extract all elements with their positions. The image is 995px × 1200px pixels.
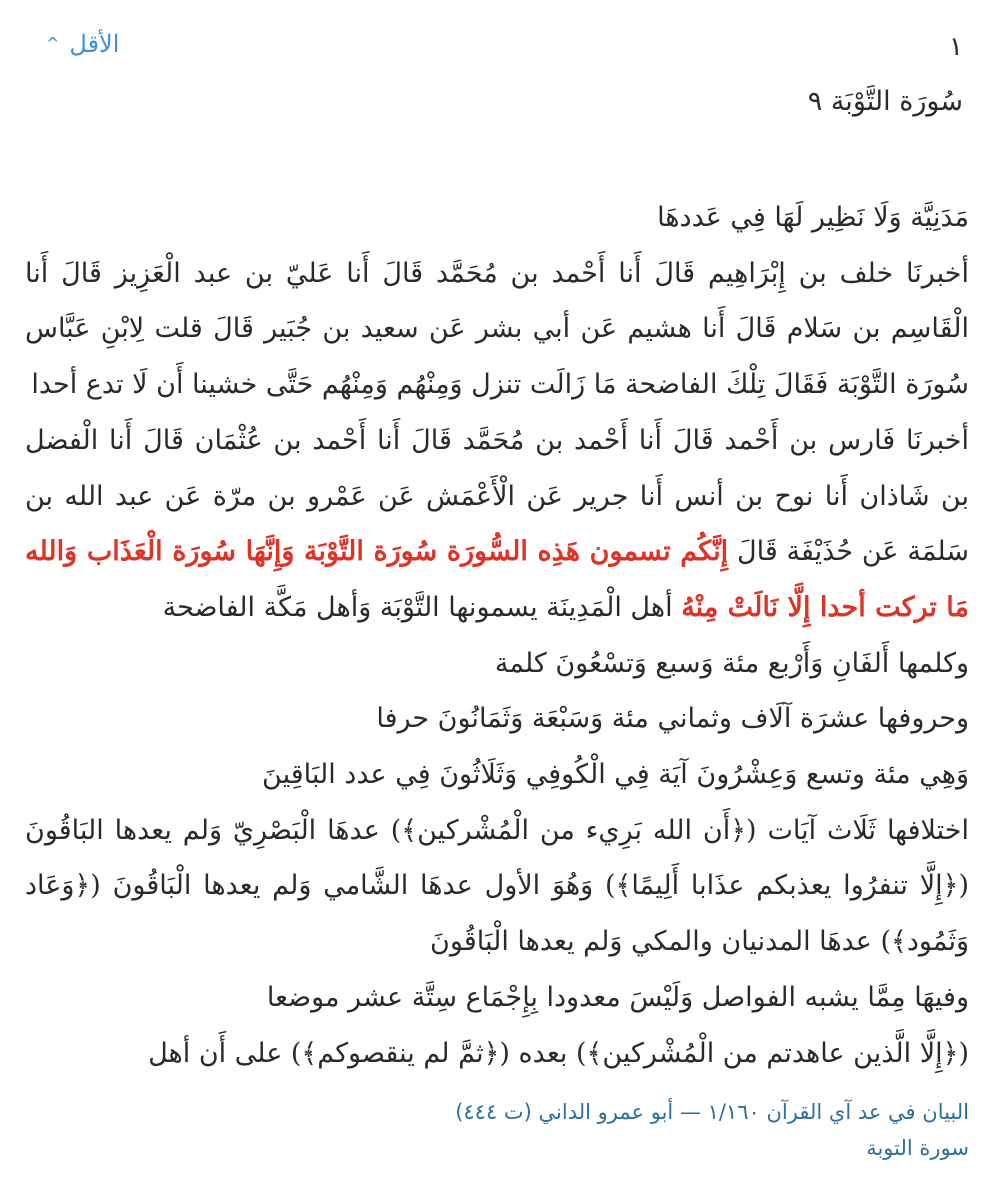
- show-less-button[interactable]: [46, 30, 119, 58]
- show-less-label[interactable]: الأقل: [69, 30, 120, 58]
- top-bar: [32, 30, 963, 70]
- main-text: [25, 190, 969, 1081]
- source-book-link[interactable]: البيان في عد آي القرآن ١/١٦٠ — أبو عمرو الداني (ت ٤٤٤): [455, 1100, 969, 1124]
- source-citation: [455, 1094, 969, 1166]
- narration-2-chain: أخبرنَا فَارس بن أَحْمد قَالَ أَنا أَحْمد بن مُحَمَّد قَالَ أَنا أَحْمد بن عُثْمَان قَالَ أَنا الْفضل بن شَاذان أَنا نوح بن أنس أَنا جرير عَن الْأَعْمَش عَن عَمْرو بن مرّة عَن عبد الله بن سَلمَة عَن حُذَيْفَة قَالَ: [25, 424, 969, 568]
- paragraph-narration-1: أخبرنَا خلف بن إِبْرَاهِيم قَالَ أَنا أَحْمد بن مُحَمَّد قَالَ أَنا عَليّ بن عبد الْعَزِيز قَالَ أَنا الْقَاسِم بن سَلام قَالَ أَنا هشيم عَن أبي بشر عَن سعيد بن جُبَير قَالَ قلت لِابْنِ عَبَّاس سُورَة التَّوْبَة فَقَالَ تِلْكَ الفاضحة مَا زَالَت تنزل وَمِنْهُم وَمِنْهُم حَتَّى خشينا أَن لَا تدع أحدا: [25, 257, 969, 401]
- narration-2-tail: أهل الْمَدِينَة يسمونها التَّوْبَة وَأهل مَكَّة الفاضحة: [162, 591, 682, 623]
- paragraph-word-count: وكلمها أَلفَانِ وَأَرْبع مئة وَسبع وَتسْعُونَ كلمة: [494, 647, 969, 679]
- highlighted-quote: إِنَّكُم تسمون هَذِه السُّورَة سُورَة التَّوْبَة وَإِنَّهَا سُورَة الْعَذَاب وَالله مَا تركت أحدا إِلَّا نَالَتْ مِنْهُ: [25, 536, 969, 623]
- page-number: ١: [949, 32, 963, 62]
- paragraph-narration-2: [25, 413, 969, 636]
- paragraph-similar-endings: وفيهَا مِمَّا يشبه الفواصل وَلَيْسَ معدودا بِإِجْمَاع سِتَّة عشر موضعا: [266, 981, 969, 1013]
- surah-title: سُورَة التَّوْبَة ٩: [807, 86, 963, 117]
- source-chapter-link[interactable]: سورة التوبة: [866, 1136, 969, 1160]
- paragraph-intro: مَدَنِيَّة وَلَا نَظِير لَهَا فِي عَددهَا: [657, 202, 969, 233]
- chevron-up-icon[interactable]: ^: [46, 34, 60, 53]
- paragraph-examples: (﴿إِلَّا الَّذين عاهدتم من الْمُشْركين﴾) بعده (﴿ثمَّ لم ينقصوكم﴾) على أَن أهل: [148, 1037, 969, 1069]
- paragraph-differences: اختلافها ثَلَاث آيَات (﴿أَن الله بَرِيء من الْمُشْركين﴾) عدهَا الْبَصْرِيّ وَلم يعدها البَاقُونَ (﴿إِلَّا تنفرُوا يعذبكم عذَابا أَلِيمًا﴾) وَهُوَ الأول عدهَا الشَّامي وَلم يعدها الْبَاقُونَ (﴿وَعَاد وَثَمُود﴾) عدهَا المدنيان والمكي وَلم يعدها الْبَاقُونَ: [25, 814, 969, 958]
- paragraph-letter-count: وحروفها عشرَة آلَاف وثماني مئة وَسَبْعَة وَثَمَانُونَ حرفا: [376, 703, 969, 735]
- paragraph-verse-count: وَهِي مئة وتسع وَعِشْرُونَ آيَة فِي الْكُوفِي وَثَلَاثُونَ فِي عدد البَاقِينَ: [262, 759, 969, 791]
